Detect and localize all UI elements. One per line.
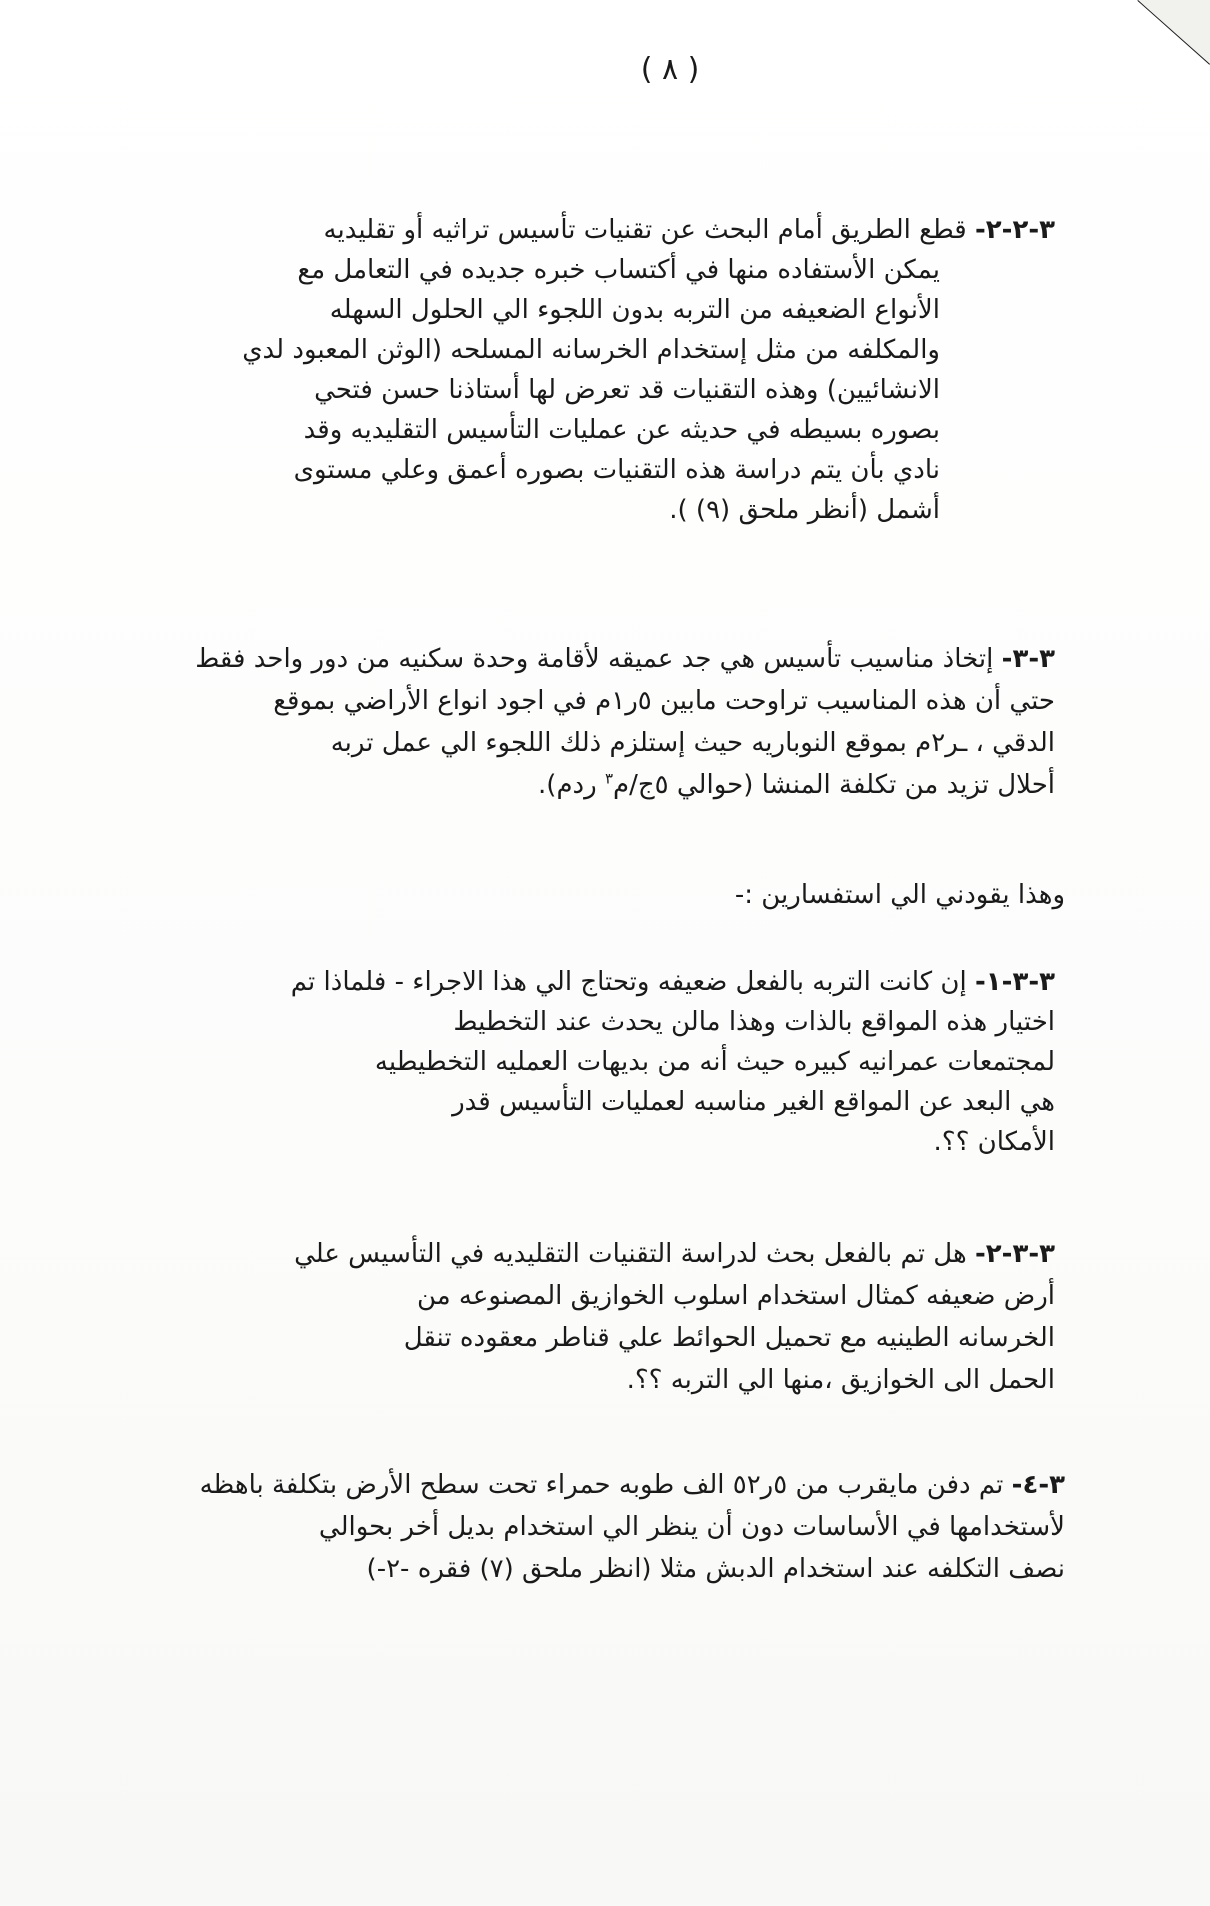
section-line: الأنواع الضعيفه من التربه بدون اللجوء الي الحلول السهله [329,295,940,325]
section-text: قطع الطريق أمام البحث عن تقنيات تأسيس تراثيه أو تقليديه [323,215,967,245]
section-text: تم دفن مايقرب من ٥ر٥٢ الف طوبه حمراء تحت سطح الأرض بتكلفة باهظه [199,1470,1004,1500]
section-number: ٣-٣- [1001,644,1055,674]
section-3-3-1 [115,962,1055,1162]
section-3-2-2 [135,210,1055,530]
section-line: الدقي ، ـر٢م بموقع النوباريه حيث إستلزم ذلك اللجوء الي عمل تربه [330,728,1055,758]
inquiries-intro [145,875,1065,915]
section-number: ٣-٢-٢- [974,215,1055,245]
section-text: أحلال تزيد من تكلفة المنشا (حوالي ٥ج/م [613,770,1055,800]
section-text: إن كانت التربه بالفعل ضعيفه وتحتاج الي هذا الاجراء - فلماذا تم [290,967,967,997]
section-text: هل تم بالفعل بحث لدراسة التقنيات التقليديه في التأسيس علي [294,1239,967,1269]
section-line [135,638,1055,680]
section-line: يمكن الأستفاده منها في أكتساب خبره جديده في التعامل مع [297,255,940,285]
section-line: أرض ضعيفه كمثال استخدام اسلوب الخوازيق المصنوعه من [416,1281,1055,1311]
section-line: وهذا يقودني الي استفسارين :- [734,880,1065,910]
section-3-4 [115,1464,1065,1590]
section-line [135,764,1055,806]
section-line: لأستخدامها في الأساسات دون أن ينظر الي استخدام بديل أخر بحوالي [318,1512,1065,1542]
section-number: ٣-٣-١- [974,967,1055,997]
section-3-3 [135,638,1055,806]
section-text: ردم). [538,770,605,800]
section-line: أشمل (أنظر ملحق (٩) ). [669,495,940,525]
section-line [115,1464,1065,1506]
section-line [115,962,1055,1002]
section-line: نادي بأن يتم دراسة هذه التقنيات بصوره أعمق وعلي مستوى [293,455,940,485]
section-line [135,210,1055,250]
section-line: بصوره بسيطه في حديثه عن عمليات التأسيس التقليديه وقد [303,415,940,445]
section-line: نصف التكلفه عند استخدام الدبش مثلا (انظر ملحق (٧) فقره -٢-) [366,1554,1065,1584]
section-line: والمكلفه من مثل إستخدام الخرسانه المسلحه (الوثن المعبود لدي [242,335,940,365]
section-number: ٣-٣-٢- [974,1239,1055,1269]
section-line: حتي أن هذه المناسيب تراوحت مابين ٥ر١م في اجود انواع الأراضي بموقع [273,686,1055,716]
section-line: الخرسانه الطينيه مع تحميل الحوائط علي قناطر معقوده تنقل [403,1323,1055,1353]
section-line: هي البعد عن المواقع الغير مناسبه لعمليات التأسيس قدر [452,1087,1055,1117]
section-line: لمجتمعات عمرانيه كبيره حيث أنه من بديهات العمليه التخطيطيه [374,1047,1055,1077]
section-3-3-2 [115,1233,1055,1401]
superscript-three: ٣ [604,769,614,788]
section-line: اختيار هذه المواقع بالذات وهذا مالن يحدث عند التخطيط [453,1007,1055,1037]
section-line: الأمكان ؟؟. [933,1127,1055,1157]
page-number: ( ٨ ) [640,52,700,87]
section-line: الانشائيين) وهذه التقنيات قد تعرض لها أستاذنا حسن فتحي [314,375,940,405]
section-number: ٣-٤- [1011,1470,1065,1500]
section-line [115,1233,1055,1275]
section-text: إتخاذ مناسيب تأسيس هي جد عميقه لأقامة وحدة سكنيه من دور واحد فقط [195,644,994,674]
section-line: الحمل الى الخوازيق ،منها الي التربه ؟؟. [626,1365,1055,1395]
section-body [135,250,1055,530]
